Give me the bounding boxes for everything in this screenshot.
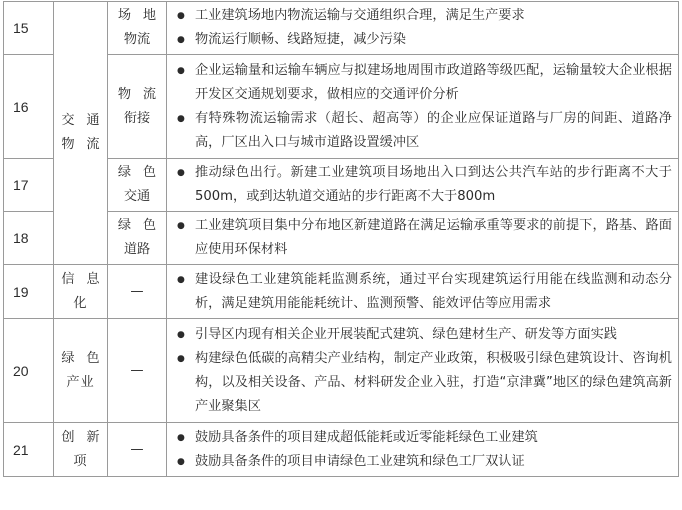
requirements-cell [167,2,679,55]
bullet-icon: ● [177,65,185,76]
requirements-cell [167,319,679,423]
category-line-1: 交通 [61,113,112,128]
subcategory-line-1: 绿色 [117,218,168,233]
list-item: ● 企业运输量和运输车辆应与拟建场地周围市政道路等级匹配，运输量较大企业根据开发区交通规划要求，做相应的交通评价分析 [175,59,672,107]
category-line-2: 物流 [61,137,112,152]
row-number: 17 [4,159,54,212]
list-item: ● 鼓励具备条件的项目申请绿色工业建筑和绿色工厂双认证 [175,450,672,474]
bullet-icon: ● [177,353,185,364]
requirements-cell [167,55,679,159]
row-number: 15 [4,2,54,55]
category-cell-informatization [54,265,112,319]
table-row [4,423,679,477]
subcategory-cell: — [108,265,167,319]
subcategory-line-2: 衔接 [123,110,151,126]
row-number: 19 [4,265,54,319]
row-number: 18 [4,212,54,265]
bullet-icon: ● [177,11,185,21]
requirements-cell [167,423,679,477]
list-item: ● 构建绿色低碳的高精尖产业结构，制定产业政策，积极吸引绿色建筑设计、咨询机构，以及相关设备、产品、材料研发企业入驻，打造“京津冀”地区的绿色建筑高新产业聚集区 [175,347,672,419]
list-item: ● 工业建筑项目集中分布地区新建道路在满足运输承重等要求的前提下，路基、路面应使用环保材料 [175,214,672,262]
subcategory-line-1: 场地 [117,8,168,23]
subcategory-cell [108,212,167,265]
list-item: ● 物流运行顺畅、线路短捷，减少污染 [175,28,672,52]
subcategory-line-1: 绿色 [117,165,168,180]
requirements-cell [167,265,679,319]
list-item: ● 推动绿色出行。新建工业建筑项目场地出入口到达公共汽车站的步行距离不大于500m，或到达轨道交通站的步行距离不大于800m [175,161,672,209]
requirements-table [3,1,679,477]
category-cell-transport-logistics [54,2,112,265]
subcategory-line-2: 物流 [123,32,151,47]
list-item: ● 工业建筑场地内物流运输与交通组织合理，满足生产要求 [175,4,672,28]
bullet-icon: ● [177,274,185,285]
subcategory-cell: — [108,423,167,477]
list-item: ● 有特殊物流运输需求（超长、超高等）的企业应保证道路与厂房的间距、道路净高，厂区出入口与城市道路设置缓冲区 [175,107,672,155]
subcategory-line-1: 物流 [117,86,168,102]
table-row [4,319,679,423]
list-item: ● 鼓励具备条件的项目建成超低能耗或近零能耗绿色工业建筑 [175,426,672,450]
subcategory-line-2: 交通 [123,189,151,204]
bullet-icon: ● [177,113,185,124]
category-line-1: 绿色 [61,350,112,366]
table-row [4,2,679,55]
row-number: 20 [4,319,54,423]
category-line-1: 信息 [61,271,112,287]
bullet-icon: ● [177,456,185,467]
category-line-2: 化 [73,295,88,311]
subcategory-cell [108,2,167,55]
category-line-2: 产业 [66,374,95,390]
category-cell-green-industry [54,319,112,423]
category-line-2: 项 [73,453,88,469]
row-number: 16 [4,55,54,159]
row-number: 21 [4,423,54,477]
category-cell-innovation [54,423,112,477]
subcategory-cell [108,55,167,159]
bullet-icon: ● [177,35,185,45]
bullet-icon: ● [177,168,185,178]
requirements-cell [167,212,679,265]
subcategory-line-2: 道路 [123,242,151,257]
table-row [4,265,679,319]
bullet-icon: ● [177,329,185,340]
category-line-1: 创新 [61,429,112,445]
subcategory-cell: — [108,319,167,423]
bullet-icon: ● [177,432,185,443]
subcategory-cell [108,159,167,212]
list-item: ● 建设绿色工业建筑能耗监测系统，通过平台实现建筑运行用能在线监测和动态分析，满足建筑用能能耗统计、监测预警、能效评估等应用需求 [175,268,672,316]
bullet-icon: ● [177,221,185,231]
list-item: ● 引导区内现有相关企业开展装配式建筑、绿色建材生产、研发等方面实践 [175,323,672,347]
requirements-cell [167,159,679,212]
